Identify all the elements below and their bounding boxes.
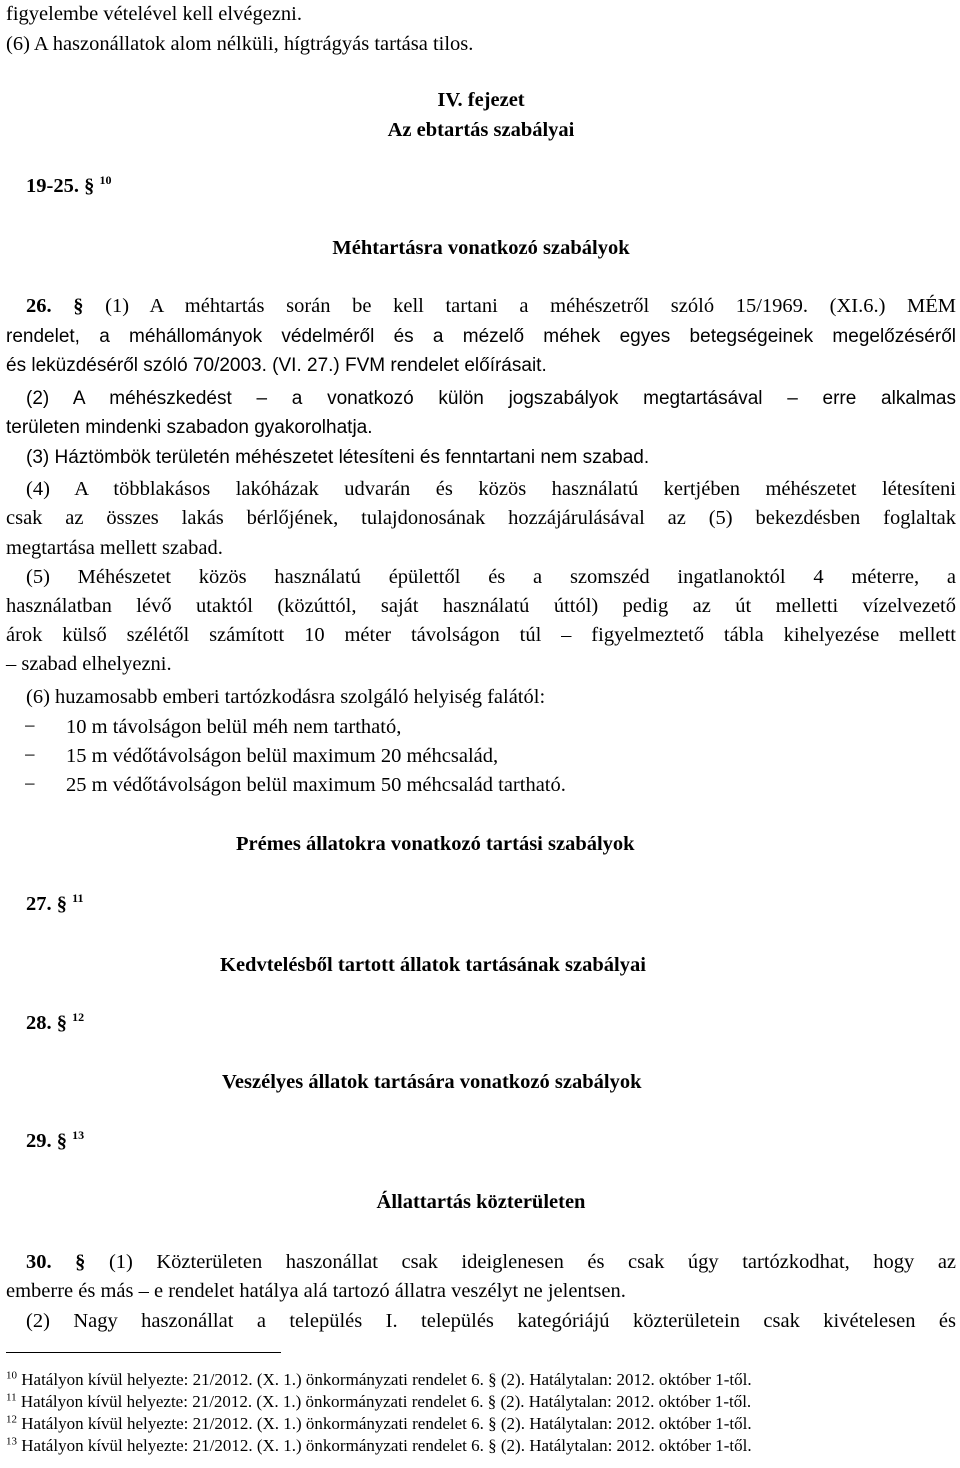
dash-marker: −	[24, 774, 36, 796]
footnote-number: 11	[6, 1391, 17, 1404]
footnote-text: Hatályon kívül helyezte: 21/2012. (X. 1.) önkormányzati rendelet 6. § (2). Hatálytalan: 2012. október 1-től.	[20, 1392, 752, 1411]
paragraph-line: (3) Háztömbök területén méhészetet létesíteni és fenntartani nem szabad.	[26, 447, 650, 468]
chapter-number: IV. fejezet	[437, 89, 525, 111]
paragraph-line: (6) huzamosabb emberi tartózkodásra szolgáló helyiség falától:	[26, 686, 546, 708]
section-label: 27. §	[26, 893, 67, 915]
section-label: 19-25. §	[26, 175, 95, 197]
paragraph-line: megtartása mellett szabad.	[6, 537, 223, 559]
dash-list-item	[6, 713, 956, 742]
list-item-text: 15 m védőtávolságon belül maximum 20 méhcsalád,	[66, 745, 499, 767]
footnote	[6, 1391, 956, 1413]
paragraph-line: (2) Nagy haszonállat a település I. település kategóriájú közterületein csak kivételesen és	[26, 1310, 956, 1332]
text-line: (6) A haszonállatok alom nélküli, hígtrágyás tartása tilos.	[6, 33, 474, 55]
paragraph-line	[6, 1248, 956, 1277]
paragraph-line: – szabad elhelyezni.	[6, 653, 172, 675]
paragraph-line: (5) Méhészetet közös használatú épülettől és a szomszéd ingatlanoktól 4 méterre, a	[26, 566, 956, 588]
paragraph-line: és leküzdéséről szóló 70/2003. (VI. 27.) FVM rendelet előírásait.	[6, 355, 547, 376]
dash-list-item	[6, 742, 956, 771]
paragraph-line: árok külső szélétől számított 10 méter távolságon túl – figyelmeztető tábla kihelyezése mellett	[6, 624, 956, 646]
paragraph-line: emberre és más – e rendelet hatálya alá tartozó állatra veszélyt ne jelentsen.	[6, 1280, 626, 1302]
footnote	[6, 1435, 956, 1457]
footnote-text: Hatályon kívül helyezte: 21/2012. (X. 1.) önkormányzati rendelet 6. § (2). Hatálytalan: 2012. október 1-től.	[21, 1414, 752, 1433]
section-heading: Méhtartásra vonatkozó szabályok	[332, 237, 630, 259]
section-heading: Kedvtelésből tartott állatok tartásának szabályai	[220, 954, 646, 976]
paragraph-line: rendelet, a méhállományok védelméről és a mézelő méhek egyes betegségeinek megelőzéséről	[6, 326, 956, 347]
list-item-text: 25 m védőtávolságon belül maximum 50 méhcsalád tartható.	[66, 774, 566, 796]
text-line: figyelembe vételével kell elvégezni.	[6, 3, 302, 25]
dash-list-item	[6, 771, 956, 800]
paragraph-line: (2) A méhészkedést – a vonatkozó külön jogszabályok megtartásával – erre alkalmas	[26, 388, 956, 409]
footnote-ref[interactable]: 10	[99, 173, 112, 188]
section-label: 29. §	[26, 1130, 67, 1152]
footnote-divider	[6, 1352, 281, 1353]
section-number	[26, 890, 960, 919]
paragraph-line: csak az összes lakás bérlőjének, tulajdonosának hozzájárulásával az (5) bekezdésben foglaltak	[6, 507, 956, 529]
footnote-ref[interactable]: 13	[72, 1128, 85, 1143]
section-heading: Veszélyes állatok tartására vonatkozó szabályok	[222, 1071, 642, 1093]
footnote-ref[interactable]: 12	[72, 1010, 85, 1025]
footnote-ref[interactable]: 11	[72, 891, 84, 906]
section-heading: Prémes állatokra vonatkozó tartási szabályok	[236, 833, 635, 855]
section-number	[26, 1009, 960, 1038]
paragraph-text: (1) Közterületen haszonállat csak ideiglenesen és csak úgy tartózkodhat, hogy az	[108, 1251, 956, 1273]
paragraph-line	[6, 292, 956, 321]
section-label: 28. §	[26, 1012, 67, 1034]
footnote	[6, 1369, 956, 1391]
list-item-text: 10 m távolságon belül méh nem tartható,	[66, 716, 402, 738]
footnote-number: 12	[6, 1413, 17, 1426]
section-number	[26, 1127, 960, 1156]
section-heading: Állattartás közterületen	[376, 1191, 586, 1213]
footnote-number: 10	[6, 1369, 17, 1382]
footnote-text: Hatályon kívül helyezte: 21/2012. (X. 1.) önkormányzati rendelet 6. § (2). Hatálytalan: 2012. október 1-től.	[21, 1370, 752, 1389]
section-label: 26. §	[26, 295, 84, 317]
paragraph-line: területen mindenki szabadon gyakorolhatja.	[6, 417, 373, 438]
footnote-text: Hatályon kívül helyezte: 21/2012. (X. 1.) önkormányzati rendelet 6. § (2). Hatálytalan: 2012. október 1-től.	[21, 1436, 752, 1455]
footnote	[6, 1413, 956, 1435]
dash-marker: −	[24, 745, 36, 767]
paragraph-line: használatban lévő utaktól (közúttól, saját használatú úttól) pedig az út melletti vízelvezető	[6, 595, 956, 617]
footnote-number: 13	[6, 1435, 17, 1448]
dash-marker: −	[24, 716, 36, 738]
section-number	[26, 172, 960, 201]
paragraph-text: (1) A méhtartás során be kell tartani a méhészetről szóló 15/1969. (XI.6.) MÉM	[105, 295, 956, 317]
section-label: 30. §	[26, 1251, 86, 1273]
chapter-title: Az ebtartás szabályai	[387, 119, 575, 141]
paragraph-line: (4) A többlakásos lakóházak udvarán és közös használatú kertjében méhészetet létesíteni	[26, 478, 956, 500]
